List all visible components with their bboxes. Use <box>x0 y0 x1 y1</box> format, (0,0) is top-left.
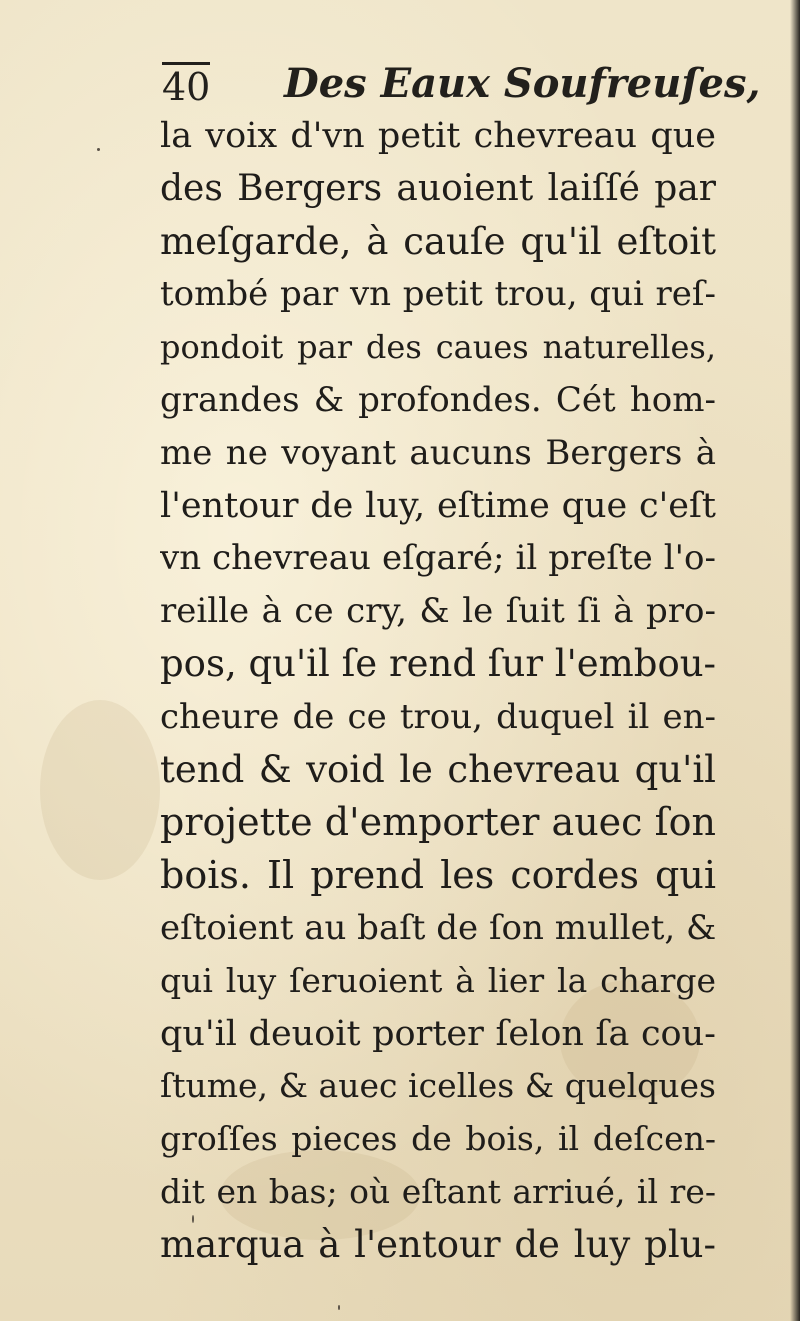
text-line: cheure de ce trou, duquel il en- <box>160 696 716 737</box>
text-line: dit en bas; où eſtant arriué, il re- <box>160 1171 716 1211</box>
text-line: eſtoient au baſt de ſon mullet, & <box>160 907 716 948</box>
page-number: 40 <box>162 62 210 107</box>
page-header <box>162 52 761 112</box>
text-line: des Bergers auoient laiſſé par <box>160 167 716 209</box>
text-line: grandes & profondes. Cét hom- <box>160 379 716 420</box>
paper-stain <box>40 700 160 880</box>
text-line: meſgarde, à cauſe qu'il eſtoit <box>160 219 716 263</box>
text-line: bois. Il prend les cordes qui <box>160 853 716 898</box>
text-line: pondoit par des caues naturelles, <box>160 328 716 367</box>
text-line: tend & void le chevreau qu'il <box>160 747 716 791</box>
text-line: projette d'emporter auec ſon <box>160 800 716 845</box>
paper-speck <box>192 1215 194 1223</box>
text-line: vn chevreau eſgaré; il preſte l'o- <box>160 538 716 579</box>
text-line: me ne voyant aucuns Bergers à <box>160 432 716 473</box>
text-line: qu'il deuoit porter ſelon ſa cou- <box>160 1013 716 1054</box>
paper-speck <box>338 1305 340 1310</box>
paper-speck <box>97 148 100 151</box>
text-line: qui luy ſeruoient à lier la charge <box>160 960 716 1000</box>
page-edge-shadow <box>790 0 800 1321</box>
text-line: pos, qu'il ſe rend ſur l'embou- <box>160 641 716 685</box>
text-line: tombé par vn petit trou, qui reſ- <box>160 274 716 315</box>
text-line: ſtume, & auec icelles & quelques <box>160 1066 716 1106</box>
body-text <box>160 110 716 1272</box>
text-line: l'entour de luy, eſtime que c'eſt <box>160 485 716 526</box>
text-line: marqua à l'entour de luy plu- <box>160 1222 716 1266</box>
text-line: groſſes pieces de bois, il deſcen- <box>160 1119 716 1159</box>
text-line: la voix d'vn petit chevreau que <box>160 116 716 156</box>
running-title: Des Eaux Soufreuſes, <box>284 60 761 107</box>
text-line: reille à ce cry, & le ſuit ſi à pro- <box>160 591 716 632</box>
